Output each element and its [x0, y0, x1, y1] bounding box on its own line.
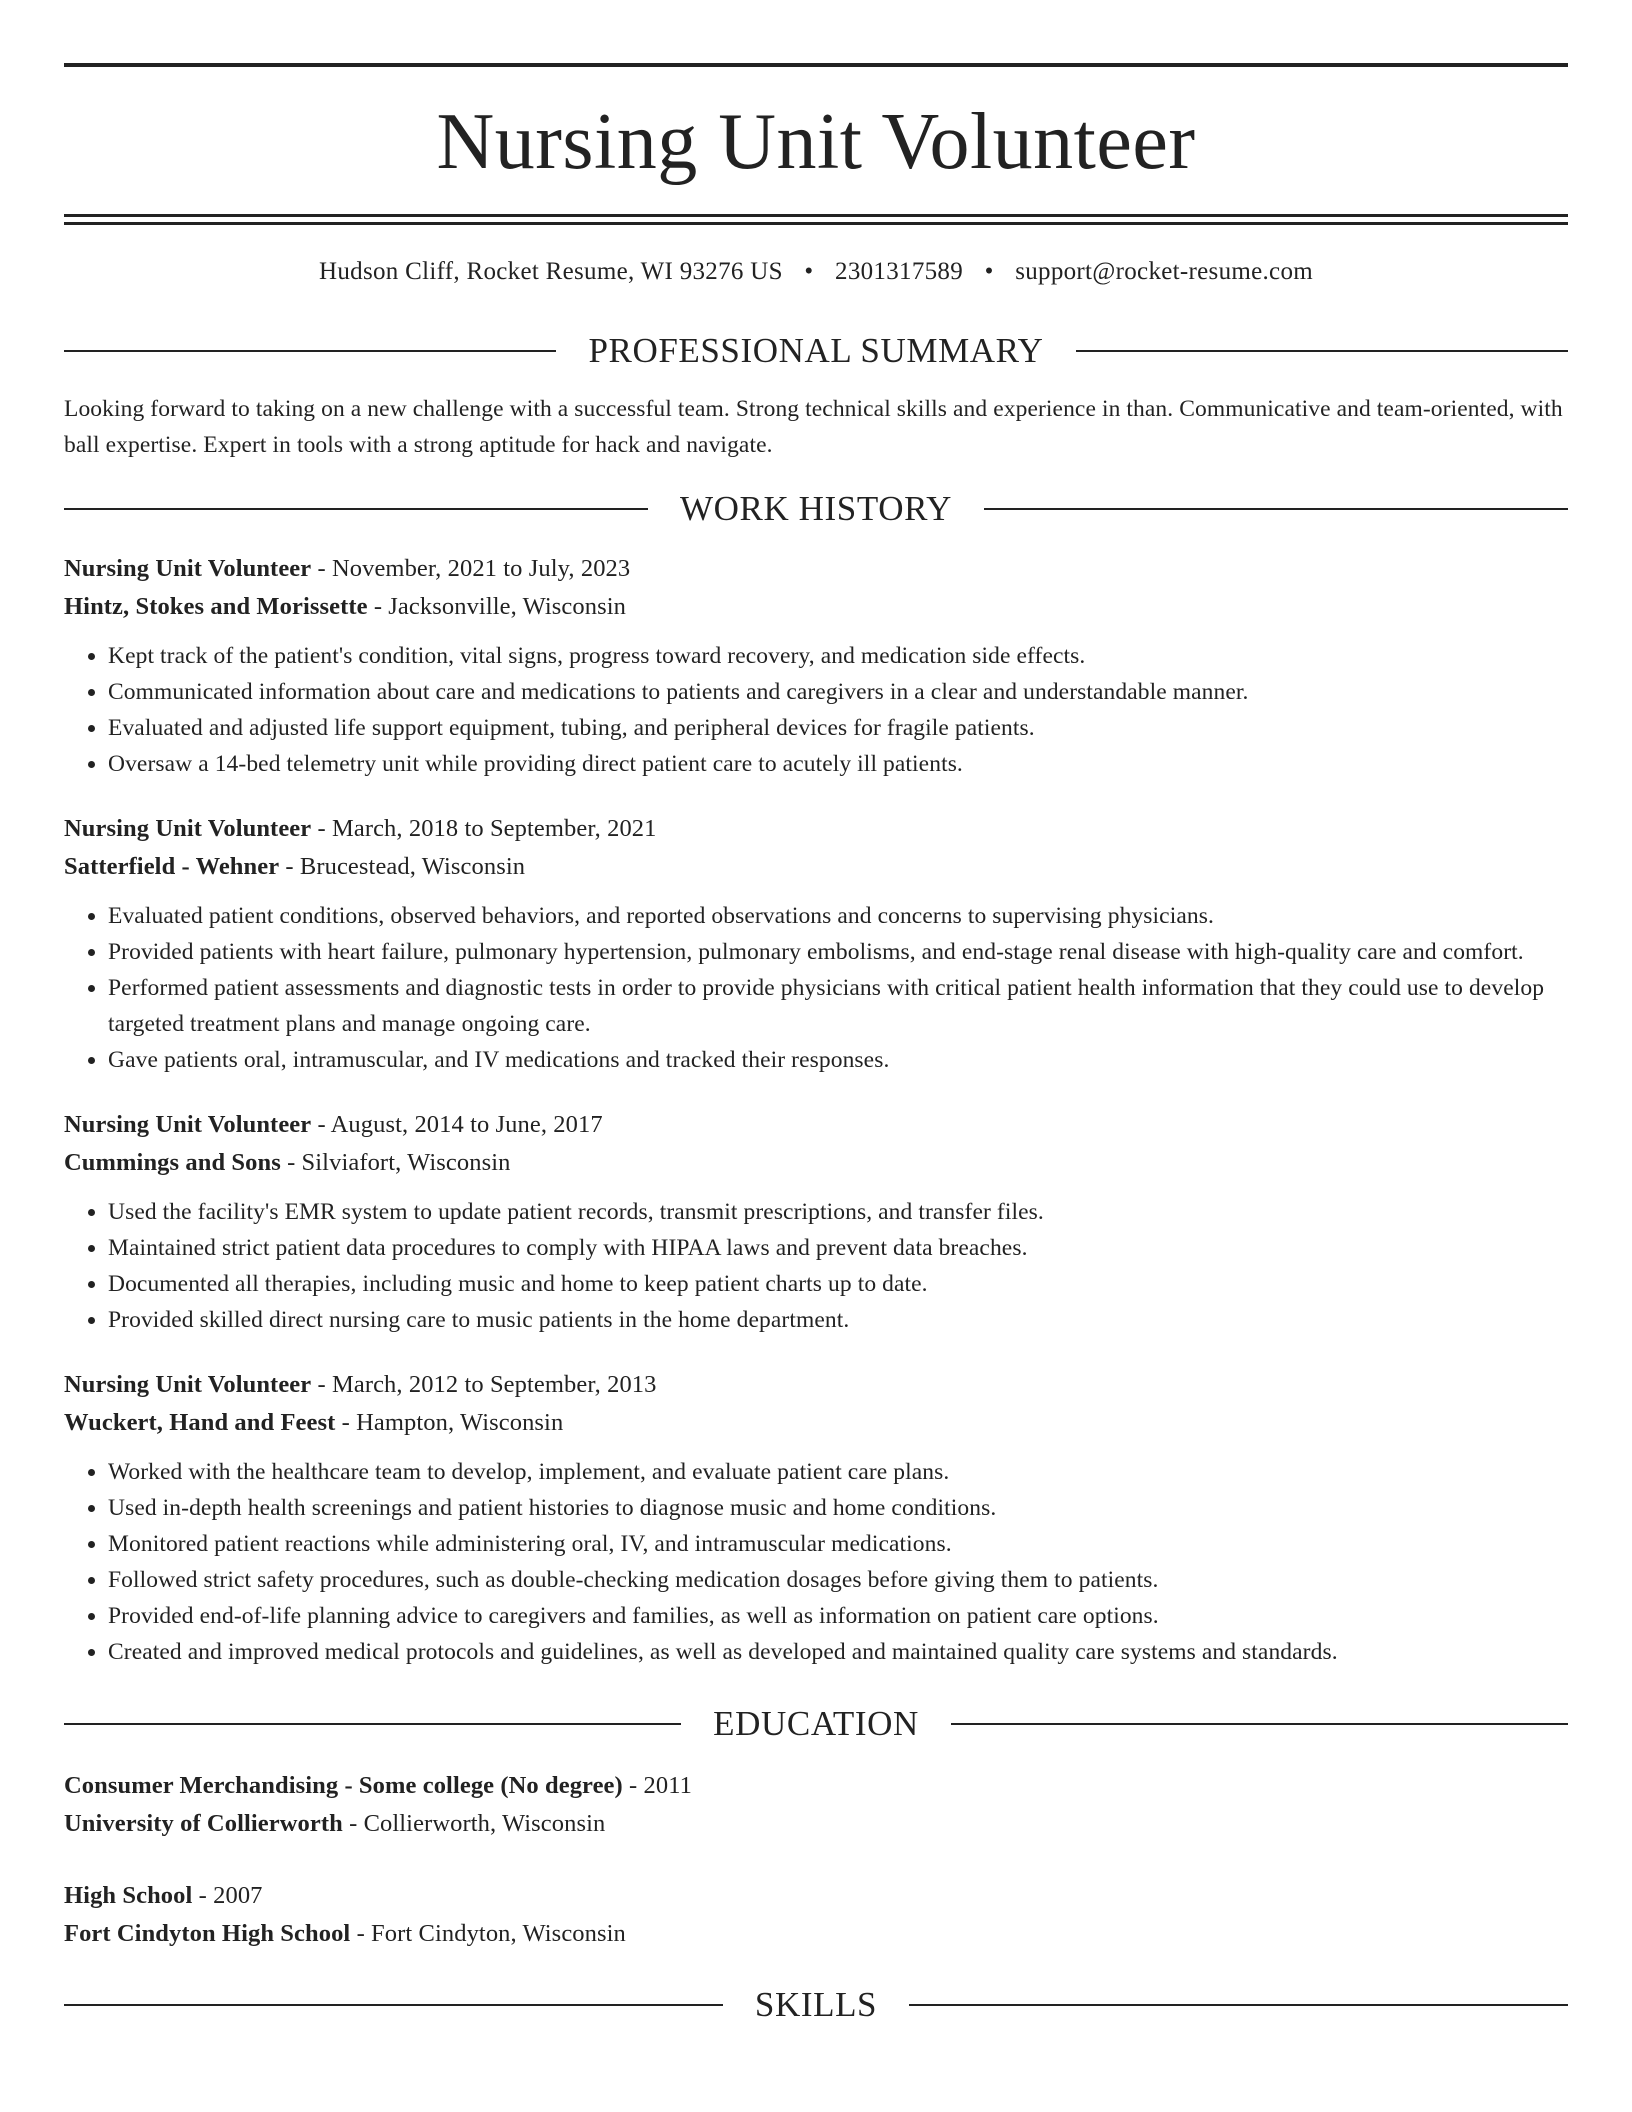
header-double-rule — [64, 214, 1568, 225]
education-entry — [64, 1767, 1568, 1843]
heading-rule-right — [984, 508, 1568, 510]
contact-phone: 2301317589 — [835, 258, 964, 285]
heading-rule-left — [64, 1723, 681, 1725]
job-title-line — [64, 1106, 1568, 1144]
education-school: University of Collierworth — [64, 1810, 343, 1837]
job-entry — [64, 810, 1568, 1078]
job-bullet: • Used the facility's EMR system to update patient records, transmit prescriptions, and transfer files. — [108, 1194, 1568, 1230]
job-title: Nursing Unit Volunteer — [64, 1371, 312, 1398]
job-title-line — [64, 550, 1568, 588]
job-bullets — [64, 638, 1568, 782]
job-company-line — [64, 1144, 1568, 1182]
job-dates: - August, 2014 to June, 2017 — [311, 1111, 603, 1138]
section-title: WORK HISTORY — [680, 489, 952, 528]
education-degree-line — [64, 1877, 1568, 1915]
section-heading-work-history — [64, 491, 1568, 526]
job-bullet: • Created and improved medical protocols and guidelines, as well as developed and maintained quality care systems and standards. — [108, 1634, 1568, 1670]
contact-separator: • — [804, 258, 814, 285]
section-heading-skills — [64, 1987, 1568, 2022]
job-bullet: • Used in-depth health screenings and patient histories to diagnose music and home conditions. — [108, 1490, 1568, 1526]
job-bullet: • Performed patient assessments and diagnostic tests in order to provide physicians with critical patient health information that they could use to develop targeted treatment plans and manage ongoing care. — [108, 970, 1568, 1042]
job-bullet: • Oversaw a 14-bed telemetry unit while providing direct patient care to acutely ill patients. — [108, 746, 1568, 782]
contact-separator: • — [984, 258, 994, 285]
job-location: - Hampton, Wisconsin — [335, 1409, 564, 1436]
contact-address: Hudson Cliff, Rocket Resume, WI 93276 US — [318, 258, 783, 285]
job-location: - Brucestead, Wisconsin — [279, 853, 526, 880]
heading-rule-right — [909, 2004, 1568, 2006]
job-dates: - March, 2018 to September, 2021 — [311, 815, 657, 842]
job-bullet: • Gave patients oral, intramuscular, and IV medications and tracked their responses. — [108, 1042, 1568, 1078]
job-bullet: • Worked with the healthcare team to develop, implement, and evaluate patient care plans. — [108, 1454, 1568, 1490]
job-entry — [64, 550, 1568, 782]
job-company-line — [64, 588, 1568, 626]
education-location: - Fort Cindyton, Wisconsin — [350, 1920, 626, 1947]
heading-rule-left — [64, 508, 648, 510]
job-company: Hintz, Stokes and Morissette — [64, 593, 368, 620]
education-school-line — [64, 1805, 1568, 1843]
job-title-line — [64, 810, 1568, 848]
job-company-line — [64, 1404, 1568, 1442]
education-degree-line — [64, 1767, 1568, 1805]
header-top-rule — [64, 63, 1568, 67]
job-title: Nursing Unit Volunteer — [64, 555, 312, 582]
contact-email: support@rocket-resume.com — [1015, 258, 1313, 285]
contact-line — [64, 257, 1568, 287]
job-bullet: • Communicated information about care and medications to patients and caregivers in a clear and understandable manner. — [108, 674, 1568, 710]
section-title: PROFESSIONAL SUMMARY — [588, 331, 1044, 370]
job-company-line — [64, 848, 1568, 886]
education-year: - 2011 — [622, 1772, 692, 1799]
education-school-line — [64, 1915, 1568, 1953]
education-degree: High School — [64, 1882, 193, 1909]
job-bullet: • Evaluated and adjusted life support equipment, tubing, and peripheral devices for fragile patients. — [108, 710, 1568, 746]
job-bullet: • Kept track of the patient's condition, vital signs, progress toward recovery, and medication side effects. — [108, 638, 1568, 674]
job-company: Wuckert, Hand and Feest — [64, 1409, 336, 1436]
page-title: Nursing Unit Volunteer — [436, 98, 1196, 186]
job-bullet: • Monitored patient reactions while administering oral, IV, and intramuscular medications. — [108, 1526, 1568, 1562]
job-bullets — [64, 1454, 1568, 1670]
section-title: SKILLS — [754, 1985, 878, 2024]
job-dates: - November, 2021 to July, 2023 — [311, 555, 631, 582]
job-bullets — [64, 1194, 1568, 1338]
job-entry — [64, 1366, 1568, 1670]
job-title-line — [64, 1366, 1568, 1404]
heading-rule-right — [951, 1723, 1568, 1725]
job-entry — [64, 1106, 1568, 1338]
job-bullet: • Provided end-of-life planning advice to caregivers and families, as well as information on patient care options. — [108, 1598, 1568, 1634]
education-school: Fort Cindyton High School — [64, 1920, 351, 1947]
section-heading-education — [64, 1706, 1568, 1741]
job-bullet: • Provided patients with heart failure, pulmonary hypertension, pulmonary embolisms, and end-stage renal disease with high-quality care and comfort. — [108, 934, 1568, 970]
heading-rule-right — [1076, 350, 1568, 352]
section-heading-summary — [64, 333, 1568, 368]
job-company: Cummings and Sons — [64, 1149, 281, 1176]
job-title: Nursing Unit Volunteer — [64, 1111, 312, 1138]
heading-rule-left — [64, 350, 556, 352]
summary-text: Looking forward to taking on a new challenge with a successful team. Strong technical skills and experience in than. Communicative and team-oriented, with ball expertise. Expert in tools with a strong aptitude for hack and navigate. — [64, 396, 1563, 458]
job-location: - Silviafort, Wisconsin — [280, 1149, 511, 1176]
section-title: EDUCATION — [713, 1704, 919, 1743]
job-location: - Jacksonville, Wisconsin — [367, 593, 626, 620]
resume-page — [64, 0, 1568, 2022]
job-dates: - March, 2012 to September, 2013 — [311, 1371, 657, 1398]
job-bullet: • Maintained strict patient data procedures to comply with HIPAA laws and prevent data breaches. — [108, 1230, 1568, 1266]
heading-rule-left — [64, 2004, 723, 2006]
job-company: Satterfield - Wehner — [64, 853, 280, 880]
job-bullet: • Documented all therapies, including music and home to keep patient charts up to date. — [108, 1266, 1568, 1302]
education-year: - 2007 — [192, 1882, 263, 1909]
job-bullet: • Followed strict safety procedures, such as double-checking medication dosages before giving them to patients. — [108, 1562, 1568, 1598]
job-bullets — [64, 898, 1568, 1078]
job-bullet: • Evaluated patient conditions, observed behaviors, and reported observations and concerns to supervising physicians. — [108, 898, 1568, 934]
education-entry — [64, 1877, 1568, 1953]
job-bullet: • Provided skilled direct nursing care to music patients in the home department. — [108, 1302, 1568, 1338]
education-location: - Collierworth, Wisconsin — [342, 1810, 606, 1837]
education-degree: Consumer Merchandising - Some college (No degree) — [64, 1772, 623, 1799]
job-title: Nursing Unit Volunteer — [64, 815, 312, 842]
